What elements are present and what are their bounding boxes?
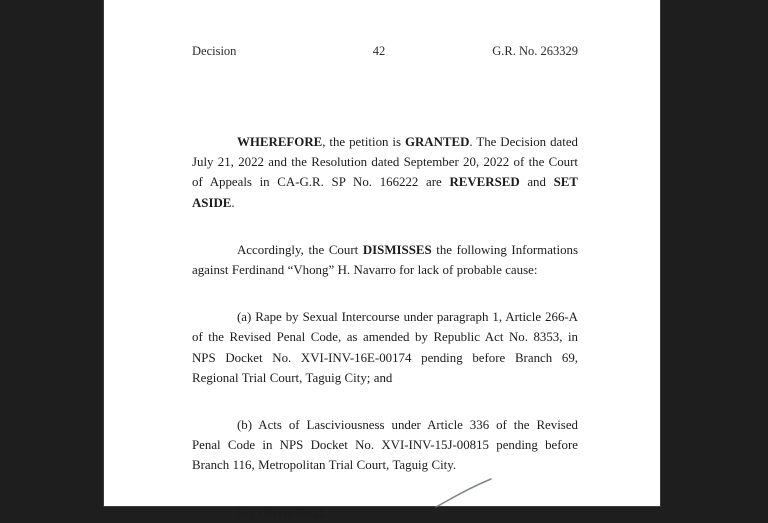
document-page: [104, 0, 660, 520]
paragraph-accordingly: Accordingly, the Court DISMISSES the following Informations against Ferdinand “Vhong” H. Navarro for lack of probable cause:: [192, 242, 579, 278]
page-header: [192, 44, 578, 62]
header-document-label: Decision: [192, 44, 237, 58]
paragraph-item-a: (a) Rape by Sexual Intercourse under paragraph 1, Article 266-A of the Revised Penal Code, as amended by Republic Act No. 8353, in NPS Docket No. XVI-INV-16E-00174 pending before Branch 69, Regional Trial Court, Taguig City; and: [192, 310, 578, 385]
closing-so-ordered: SO ORDERED.: [237, 505, 328, 520]
header-page-number: 42: [372, 44, 386, 58]
letterbox-left: [0, 0, 104, 506]
header-case-number: G.R. No. 263329: [492, 44, 578, 58]
paragraph-wherefore: WHEREFORE, the petition is GRANTED. The Decision dated July 21, 2022 and the Resolution dated September 20, 2022 of the Court of Appeals in CA-G.R. SP No. 166222 are REVERSED and SET ASIDE.: [192, 135, 578, 210]
letterbox-right: [660, 0, 768, 506]
document-body: [192, 132, 578, 523]
paragraph-item-b: (b) Acts of Lasciviousness under Article 336 of the Revised Penal Code in NPS Docket No. XVI-INV-15J-00815 pending before Branch 116, Metropolitan Trial Court, Taguig City.: [192, 418, 578, 473]
